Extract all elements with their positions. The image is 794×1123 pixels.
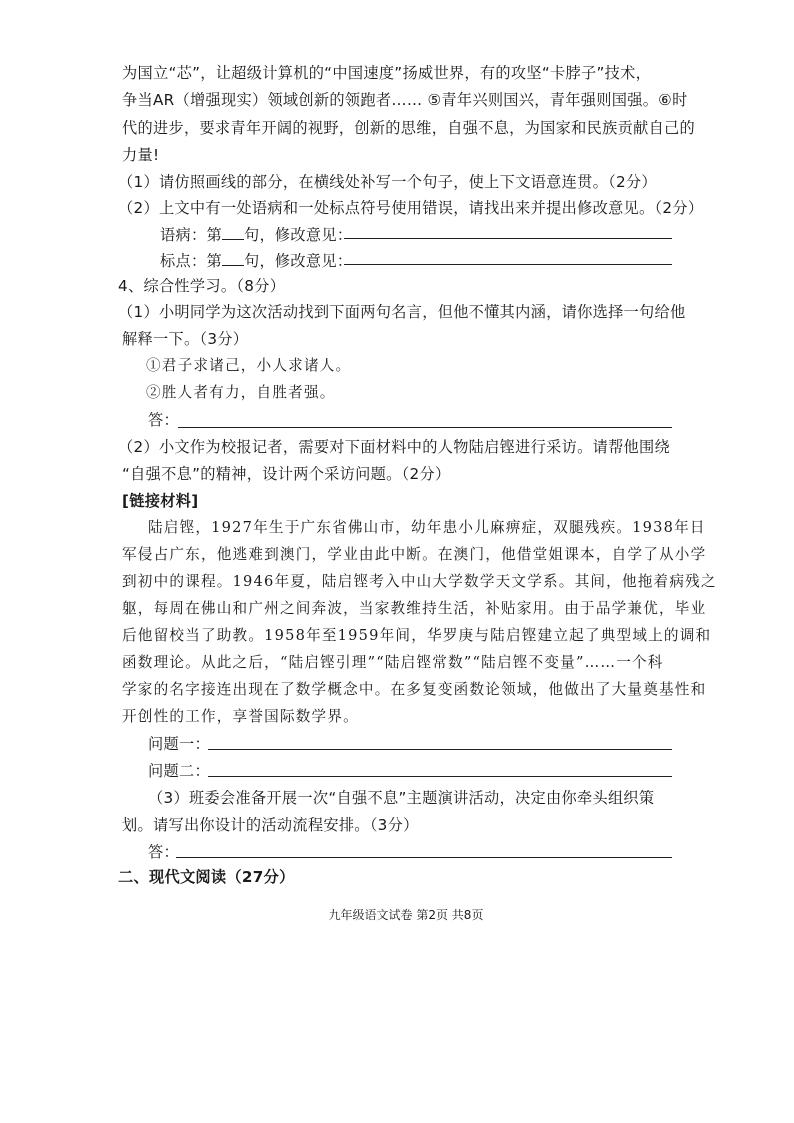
- bing-suffix: 句，修改意见：: [243, 226, 353, 244]
- question2-blank[interactable]: [208, 776, 672, 777]
- q4-answer1-label: 答：: [148, 411, 179, 429]
- biao-opinion-blank[interactable]: [344, 264, 672, 265]
- bing-sentence-blank[interactable]: [222, 225, 244, 240]
- material-line: 躯，每周在佛山和广州之间奔波，当家教维持生活，补贴家用。由于品学兼优，毕业: [122, 600, 707, 617]
- biao-suffix: 句，修改意见：: [243, 252, 353, 270]
- q4-heading: 4、综合性学习。（8分）: [118, 277, 286, 295]
- passage-line-4: 力量!: [122, 146, 160, 164]
- answer1-blank[interactable]: [178, 427, 672, 428]
- q4-sub3-line2: 划。请写出你设计的活动流程安排。（3分）: [122, 816, 419, 834]
- q3-sub1: （1）请仿照画线的部分，在横线处补写一个句子，使上下文语意连贯。（2分）: [118, 173, 657, 191]
- question1-label: 问题一：: [148, 735, 210, 753]
- biao-label: 标点：第: [160, 252, 222, 270]
- section2-heading: 二、现代文阅读（27分）: [118, 868, 295, 886]
- q4-sub1-line1: （1）小明同学为这次活动找到下面两句名言，但他不懂其内涵，请你选择一句给他: [118, 303, 686, 321]
- material-title: [链接材料]: [122, 492, 199, 510]
- question1-blank[interactable]: [208, 749, 672, 750]
- q3-bing-row: [0, 225, 794, 245]
- passage-line-3: 代的进步，要求青年开阔的视野，创新的思维，自强不息，为国家和民族贡献自己的: [122, 119, 696, 137]
- material-line: 军侵占广东，他逃难到澳门，学业由此中断。在澳门，他借堂姐课本，自学了从小学: [122, 546, 707, 563]
- bing-label: 语病：第: [160, 226, 222, 244]
- q4-answer3-label: 答：: [148, 843, 179, 861]
- answer3-blank[interactable]: [176, 857, 672, 858]
- passage-line-1: 为国立“芯”，让超级计算机的“中国速度”扬威世界，有的攻坚“卡脖子”技术，: [122, 64, 652, 82]
- q3-biao-row: [0, 251, 794, 271]
- material-line: 陆启铿，1927年生于广东省佛山市，幼年患小儿麻痹症，双腿残疾。1938年日: [148, 519, 706, 536]
- material-line: 到初中的课程。1946年夏，陆启铿考入中山大学数学天文学系。其间，他拖着病残之: [122, 573, 717, 590]
- material-line: 后他留校当了助教。1958年至1959年间，华罗庚与陆启铿建立起了典型域上的调和: [122, 627, 712, 644]
- material-line: 开创性的工作，享誉国际数学界。: [122, 708, 359, 725]
- biao-sentence-blank[interactable]: [222, 251, 244, 266]
- q4-sub1-line2: 解释一下。（3分）: [122, 330, 249, 348]
- passage-line-2: 争当AR（增强现实）领域创新的领跑者…… ⑤青年兴则国兴，青年强则国强。⑥时: [122, 91, 688, 109]
- q4-sub2-line1: （2）小文作为校报记者，需要对下面材料中的人物陆启铿进行采访。请帮他围绕: [118, 438, 671, 456]
- page-footer: 九年级语文试卷 第2页 共8页: [328, 908, 484, 922]
- q4-sub3-line1: （3）班委会准备开展一次“自强不息”主题演讲活动，决定由你牵头组织策: [148, 789, 655, 807]
- q4-sub2-line2: “自强不息”的精神，设计两个采访问题。（2分）: [122, 465, 451, 483]
- material-line: 学家的名字接连出现在了数学概念中。在多复变函数论领域，他做出了大量奠基性和: [122, 681, 707, 698]
- material-line: 函数理论。从此之后，“陆启铿引理”“陆启铿常数”“陆启铿不变量”……一个科: [122, 654, 664, 671]
- quote-2: ②胜人者有力，自胜者强。: [146, 384, 336, 401]
- question2-label: 问题二：: [148, 762, 210, 780]
- quote-1: ①君子求诸己，小人求诸人。: [146, 357, 352, 374]
- bing-opinion-blank[interactable]: [344, 238, 672, 239]
- q3-sub2: （2）上文中有一处语病和一处标点符号使用错误，请找出来并提出修改意见。（2分）: [118, 199, 704, 217]
